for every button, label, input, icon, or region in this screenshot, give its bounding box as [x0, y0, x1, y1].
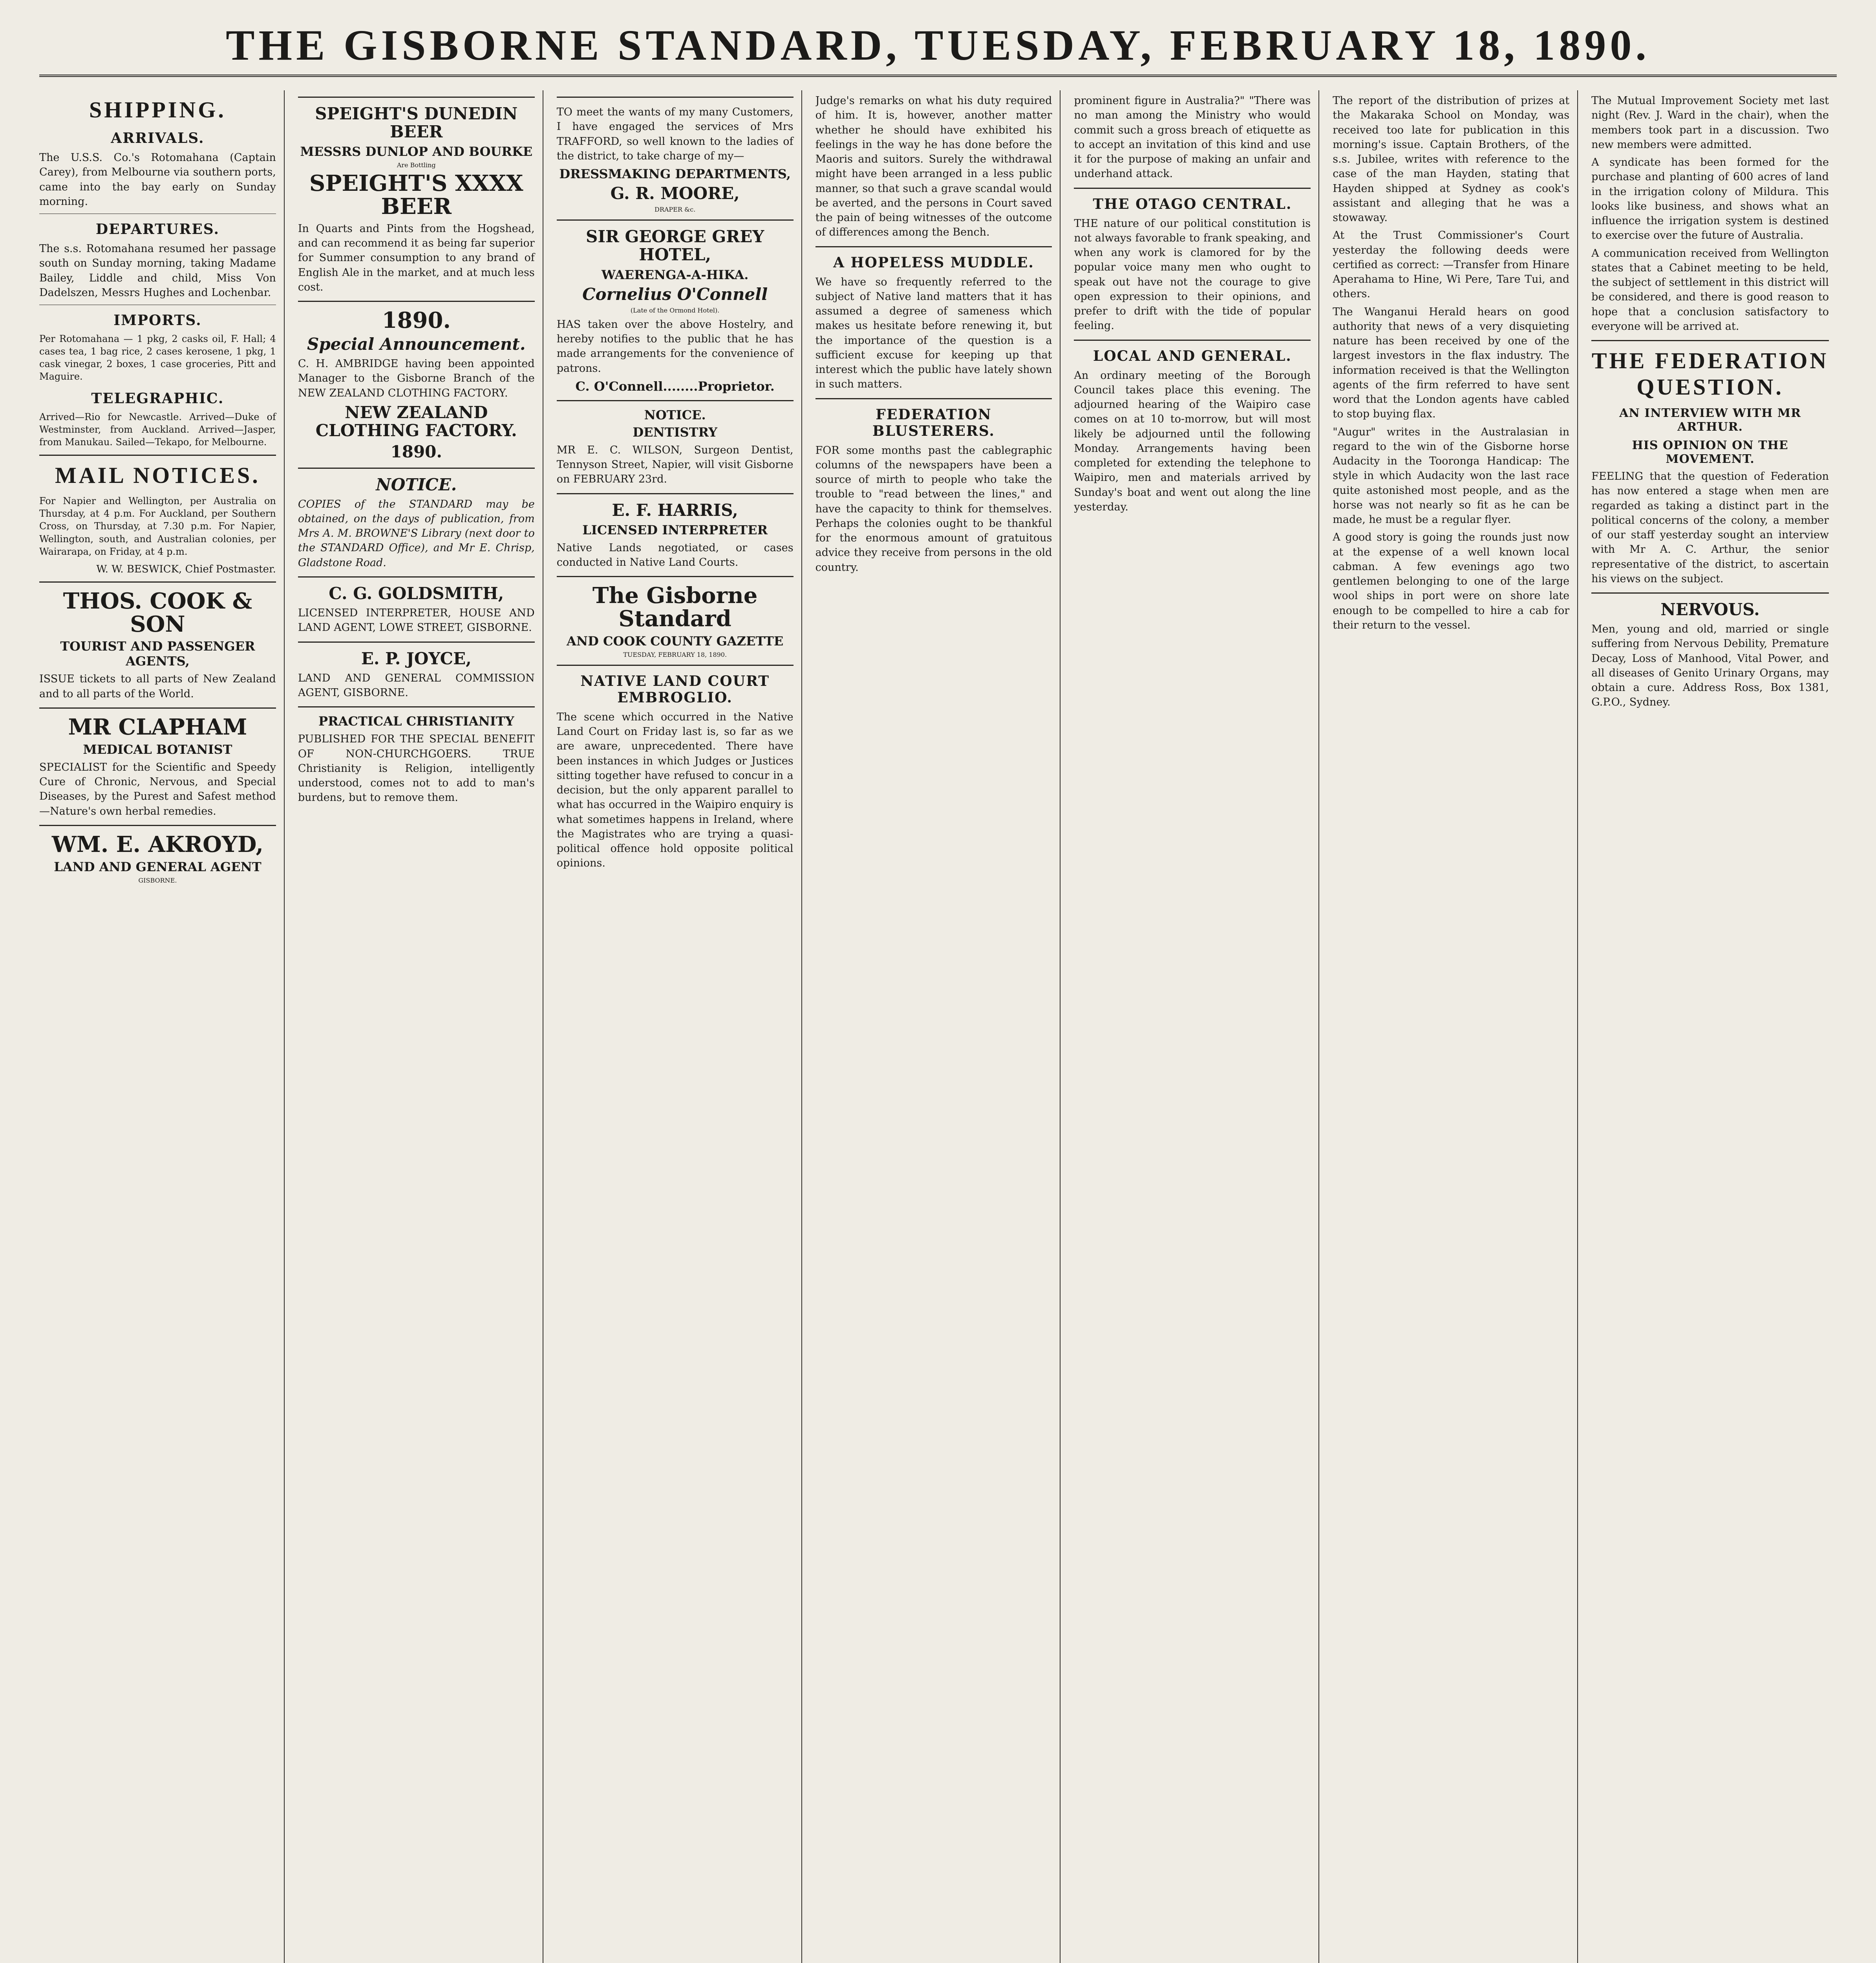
advertisement [557, 400, 794, 487]
ad-text: Men, young and old, married or single suffering from Nervous Debility, Premature Decay, Loss of Manhood, Vital Power, and all diseases of Genito Urinary Organs, may obtain a cure. Address Ross, Box 1381, G.P.O., Sydney. [1591, 623, 1829, 709]
ad-text: SPECIALIST for the Scientific and Speedy Cure of Chronic, Nervous, and Special Diseases, by the Purest and Safest method—Nature's own herbal remedies. [39, 761, 276, 817]
article-text: The Wanganui Herald hears on good authority that news of a very disquieting nature has been received by one of the largest investors in the flax industry. The information received is that the Wellington agents of the firm referred to have sent word that the London agents have cabled to stop buying flax. [1333, 305, 1570, 420]
ad-text: MR E. C. WILSON, Surgeon Dentist, Tennyson Street, Napier, will visit Gisborne on FEBRUARY 23rd. [556, 444, 794, 486]
article-text: We have so frequently referred to the subject of Native land matters that it has assumed a degree of sameness which makes us hesitate before renewing it, but the importance of the question is a sufficient excuse for keeping up that interest which the public have lately shown in such matters. [815, 276, 1052, 391]
ad-title: SPEIGHT'S DUNEDIN BEER [315, 104, 518, 142]
paragraph: The U.S.S. Co.'s Rotomahana (Captain Carey), from Melbourne via southern ports, came into the bay early on Sunday morning. [39, 152, 276, 208]
section-heading: SHIPPING. [89, 97, 226, 122]
ad-title: MR CLAPHAM [68, 714, 247, 740]
ad-subtitle: DRAPER &c. [654, 206, 696, 214]
column-6 [1333, 90, 1578, 1963]
advertisement [298, 576, 535, 635]
column-5 [1074, 90, 1319, 1963]
article-subheading: HIS OPINION ON THE MOVEMENT. [1632, 439, 1788, 466]
ad-subtitle: LICENSED INTERPRETER [582, 522, 768, 537]
article-text: prominent figure in Australia?" "There was no man among the Ministry who would commit such a gross breach of etiquette as to accept an invitation of this kind and use it for the purpose of making an unfair and underhand attack. [1074, 95, 1311, 180]
divider [1074, 188, 1311, 189]
article-heading: NATIVE LAND COURT EMBROGLIO. [580, 673, 770, 706]
paragraph: Per Rotomahana — 1 pkg, 2 casks oil, F. Hall; 4 cases tea, 1 bag rice, 2 cases kerosene, 1 pkg, 1 cask vinegar, 2 boxes, 1 case groceries, Pitt and Maguire. [39, 333, 276, 382]
advertisement [39, 581, 276, 701]
newspaper-title: THE GISBORNE STANDARD, TUESDAY, FEBRUARY 18, 1890. [226, 21, 1650, 69]
subheading: TELEGRAPHIC. [91, 390, 224, 407]
ad-text: PUBLISHED FOR THE SPECIAL BENEFIT OF NON-CHURCHGOERS. TRUE Christianity is Religion, intelligently understood, comes not to add to man's burdens, but to remove them. [298, 733, 535, 804]
advertisement [557, 97, 794, 213]
article-text: A communication received from Wellington states that a Cabinet meeting to be held, the subject of settlement in this district will be considered, and there is good reason to hope that a conclusion satisfactory to everyone will be arrived at. [1591, 247, 1829, 333]
masthead-subtitle: AND COOK COUNTY GAZETTE [567, 633, 784, 649]
article-text: "Augur" writes in the Australasian in regard to the win of the Gisborne horse Audacity in the Tooronga Handicap: The style in which Audacity won the last race quite astonished most people, and as the horse was not nearly so fit as he can be made, he must be a regular flyer. [1333, 426, 1570, 526]
subheading: DEPARTURES. [95, 221, 219, 238]
ad-subtitle: WAERENGA-A-HIKA. [601, 267, 749, 282]
ad-title: C. O'Connell........Proprietor. [575, 378, 775, 394]
article-text: The scene which occurred in the Native Land Court on Friday last is, so far as we are aware, unprecedented. There have been instances in which Judges or Justices sitting together have refused to concur in a decision, but the only apparent parallel to what has occurred in the Waipiro enquiry is what sometimes happens in Ireland, where the Magistrates who are trying a quasi-political offence hold opposite political opinions. [556, 711, 794, 870]
ad-subtitle: TOURIST AND PASSENGER AGENTS, [60, 639, 255, 669]
ad-text: Native Lands negotiated, or cases conducted in Native Land Courts. [556, 541, 794, 568]
advertisement [39, 825, 276, 884]
ad-subtitle: Special Announcement. [307, 334, 526, 354]
advertisement [298, 97, 535, 294]
column-grid [39, 90, 1837, 1963]
column-1 [39, 90, 285, 1963]
ad-title: SIR GEORGE GREY HOTEL, [586, 227, 764, 265]
article-text: The Mutual Improvement Society met last night (Rev. J. Ward in the chair), when the members took part in a discussion. Two new members were admitted. [1591, 95, 1829, 151]
ad-text: LAND AND GENERAL COMMISSION AGENT, GISBORNE. [298, 672, 535, 699]
article-text: An ordinary meeting of the Borough Council takes place this evening. The adjourned hearing of the Waipiro case comes on at 10 to-morrow, but will most likely be adjourned until the following Monday. Arrangements having been completed for extending the telephone to Waipiro, men and materials arrived by Sunday's boat and went out along the line yesterday. [1074, 369, 1311, 513]
ad-title: THOS. COOK & SON [63, 588, 252, 637]
ad-title: NOTICE. [644, 407, 706, 422]
article-text: THE nature of our political constitution is not always favorable to frank speaking, and when any work is clamored for by the popular voice many men who ought to speak out have not the courage to give open expression to their opinions, and prefer to drift with the tide of popular feeling. [1074, 217, 1311, 332]
article-heading: THE OTAGO CENTRAL. [1093, 196, 1292, 212]
ad-title: E. F. HARRIS, [612, 500, 738, 520]
article-text: Judge's remarks on what his duty required of him. It is, however, another matter whether he should have exhibited his feelings in the way he has done before the Maoris and suitors. Surely the withdrawal might have been arranged in a less public manner, so that such a grave scandal would be averted, and the persons in Court saved the pain of being witnesses of the outcome of differences among the Bench. [815, 95, 1052, 239]
ad-text: HAS taken over the above Hostelry, and hereby notifies to the public that he has made arrangements for the convenience of patrons. [556, 318, 794, 375]
article-heading: LOCAL AND GENERAL. [1093, 347, 1292, 364]
ad-subtitle: LAND AND GENERAL AGENT [54, 859, 261, 874]
advertisement [298, 642, 535, 700]
masthead-date: TUESDAY, FEBRUARY 18, 1890. [623, 651, 727, 658]
article-text: The report of the distribution of prizes at the Makaraka School on Monday, was received too late for publication in this morning's issue. Captain Brothers, of the s.s. Jubilee, writes with reference to the case of the man Hayden, stating that Hayden shipped at Sydney as cook's assistant and alleging that he was a stowaway. [1333, 95, 1570, 224]
ad-year: 1890. [390, 442, 442, 462]
ad-subtitle: MESSRS DUNLOP AND BOURKE [300, 144, 533, 159]
ad-title: WM. E. AKROYD, [51, 831, 263, 857]
ad-text: LICENSED INTERPRETER, HOUSE AND LAND AGENT, LOWE STREET, GISBORNE. [298, 607, 535, 634]
divider [1591, 340, 1829, 341]
ad-title: PRACTICAL CHRISTIANITY [318, 714, 514, 729]
ad-title: 1890. [382, 307, 451, 334]
article-heading: THE FEDERATION QUESTION. [1591, 348, 1829, 400]
article-heading: A HOPELESS MUDDLE. [833, 254, 1034, 271]
section-heading: MAIL NOTICES. [55, 462, 260, 488]
subheading: ARRIVALS. [111, 130, 205, 146]
divider [39, 455, 276, 456]
article-text: FOR some months past the cablegraphic columns of the newspapers have been a source of mirth to people who take the trouble to "read between the lines," and have the capacity to think for themselves. Perhaps the colonies ought to be thankful for the enormous amount of gratuitous advice they receive from persons in the old country. [815, 444, 1052, 574]
ad-subtitle: MEDICAL BOTANIST [83, 742, 232, 757]
advertisement [39, 707, 276, 819]
article-text: FEELING that the question of Federation has now entered a stage when men are regarded as taking a distinct part in the political concerns of the colony, a member of our staff yesterday sought an interview with Mr A. C. Arthur, the senior representative of the district, to ascertain his views on the subject. [1591, 470, 1829, 585]
ad-title: G. R. MOORE, [610, 184, 740, 203]
masthead-title: The Gisborne Standard [592, 583, 758, 632]
ad-text: In Quarts and Pints from the Hogshead, and can recommend it as being far superior for Summer consumption to any brand of English Ale in the market, and at much less cost. [298, 222, 535, 293]
ad-title: DENTISTRY [633, 424, 717, 440]
column-4 [815, 90, 1061, 1963]
ad-title: NOTICE. [376, 475, 457, 494]
ad-title: C. G. GOLDSMITH, [329, 583, 504, 603]
ad-text: Are Bottling [397, 161, 436, 169]
subheading: IMPORTS. [113, 312, 202, 329]
paragraph: Arrived—Rio for Newcastle. Arrived—Duke of Westminster, from Auckland. Arrived—Jasper, from Manukau. Sailed—Tekapo, for Melbourne. [39, 411, 276, 448]
newspaper-masthead [557, 576, 794, 658]
ad-title: SPEIGHT'S XXXX BEER [309, 170, 523, 220]
ad-text: COPIES of the STANDARD may be obtained, on the days of publication, from Mrs A. M. BROWNE'S Library (next door to the STANDARD Office), and Mr E. Chrisp, Gladstone Road. [298, 498, 535, 569]
advertisement [298, 301, 535, 461]
divider [815, 246, 1052, 247]
divider [557, 665, 794, 666]
article-text: At the Trust Commissioner's Court yesterday the following deeds were certified as correct: —Transfer from Hinare Aperahama to Hine, Wi Pere, Tare Tui, and others. [1333, 229, 1570, 300]
column-2 [298, 90, 543, 1963]
article-text: A good story is going the rounds just now at the expense of a well known local cabman. A few evenings ago two gentlemen belonging to one of the large wool ships in port were on shore late enough to be compelled to hire a cab for their return to the vessel. [1333, 531, 1570, 631]
masthead [39, 16, 1837, 77]
advertisement [557, 219, 794, 394]
ad-subtitle: DRESSMAKING DEPARTMENTS, [559, 166, 791, 181]
column-3 [557, 90, 802, 1963]
ad-text: ISSUE tickets to all parts of New Zealand and to all parts of the World. [39, 673, 276, 700]
article-heading: FEDERATION BLUSTERERS. [872, 406, 995, 439]
column-7 [1591, 90, 1837, 1963]
divider [815, 398, 1052, 399]
paragraph: The s.s. Rotomahana resumed her passage south on Sunday morning, taking Madame Bailey, Liddle and child, Miss Von Dadelszen, Messrs Hughes and Lochenbar. [39, 243, 276, 299]
ad-text: TO meet the wants of my many Customers, I have engaged the services of Mrs TRAFFORD, so well known to the ladies of the district, to take charge of my— [556, 106, 794, 162]
ad-title: NERVOUS. [1660, 600, 1760, 619]
divider [1074, 340, 1311, 341]
ad-title: NEW ZEALAND CLOTHING FACTORY. [315, 402, 517, 440]
paragraph: For Napier and Wellington, per Australia on Thursday, at 4 p.m. For Auckland, per Southern Cross, on Thursday, at 7.30 p.m. For Napier, Wellington, south, and Australian colonies, per Wairarapa, on Friday, at 4 p.m. [39, 495, 276, 557]
ad-text: GISBORNE. [138, 876, 177, 884]
advertisement [1591, 592, 1829, 710]
advertisement [557, 493, 794, 570]
article-subheading: AN INTERVIEW WITH MR ARTHUR. [1619, 406, 1801, 434]
signature: W. W. BESWICK, Chief Postmaster. [96, 563, 276, 575]
ad-title: Cornelius O'Connell [582, 284, 768, 304]
ad-subtitle: (Late of the Ormond Hotel). [630, 306, 720, 314]
ad-title: E. P. JOYCE, [361, 649, 472, 668]
article-text: A syndicate has been formed for the purchase and planting of 600 acres of land in the irrigation colony of Mildura. This looks like business, and shows what an influence the irrigation system is destined to exercise over the future of Australia. [1591, 156, 1829, 242]
ad-text: C. H. AMBRIDGE having been appointed Manager to the Gisborne Branch of the NEW ZEALAND CLOTHING FACTORY. [298, 358, 535, 399]
advertisement [298, 706, 535, 805]
advertisement [298, 468, 535, 570]
